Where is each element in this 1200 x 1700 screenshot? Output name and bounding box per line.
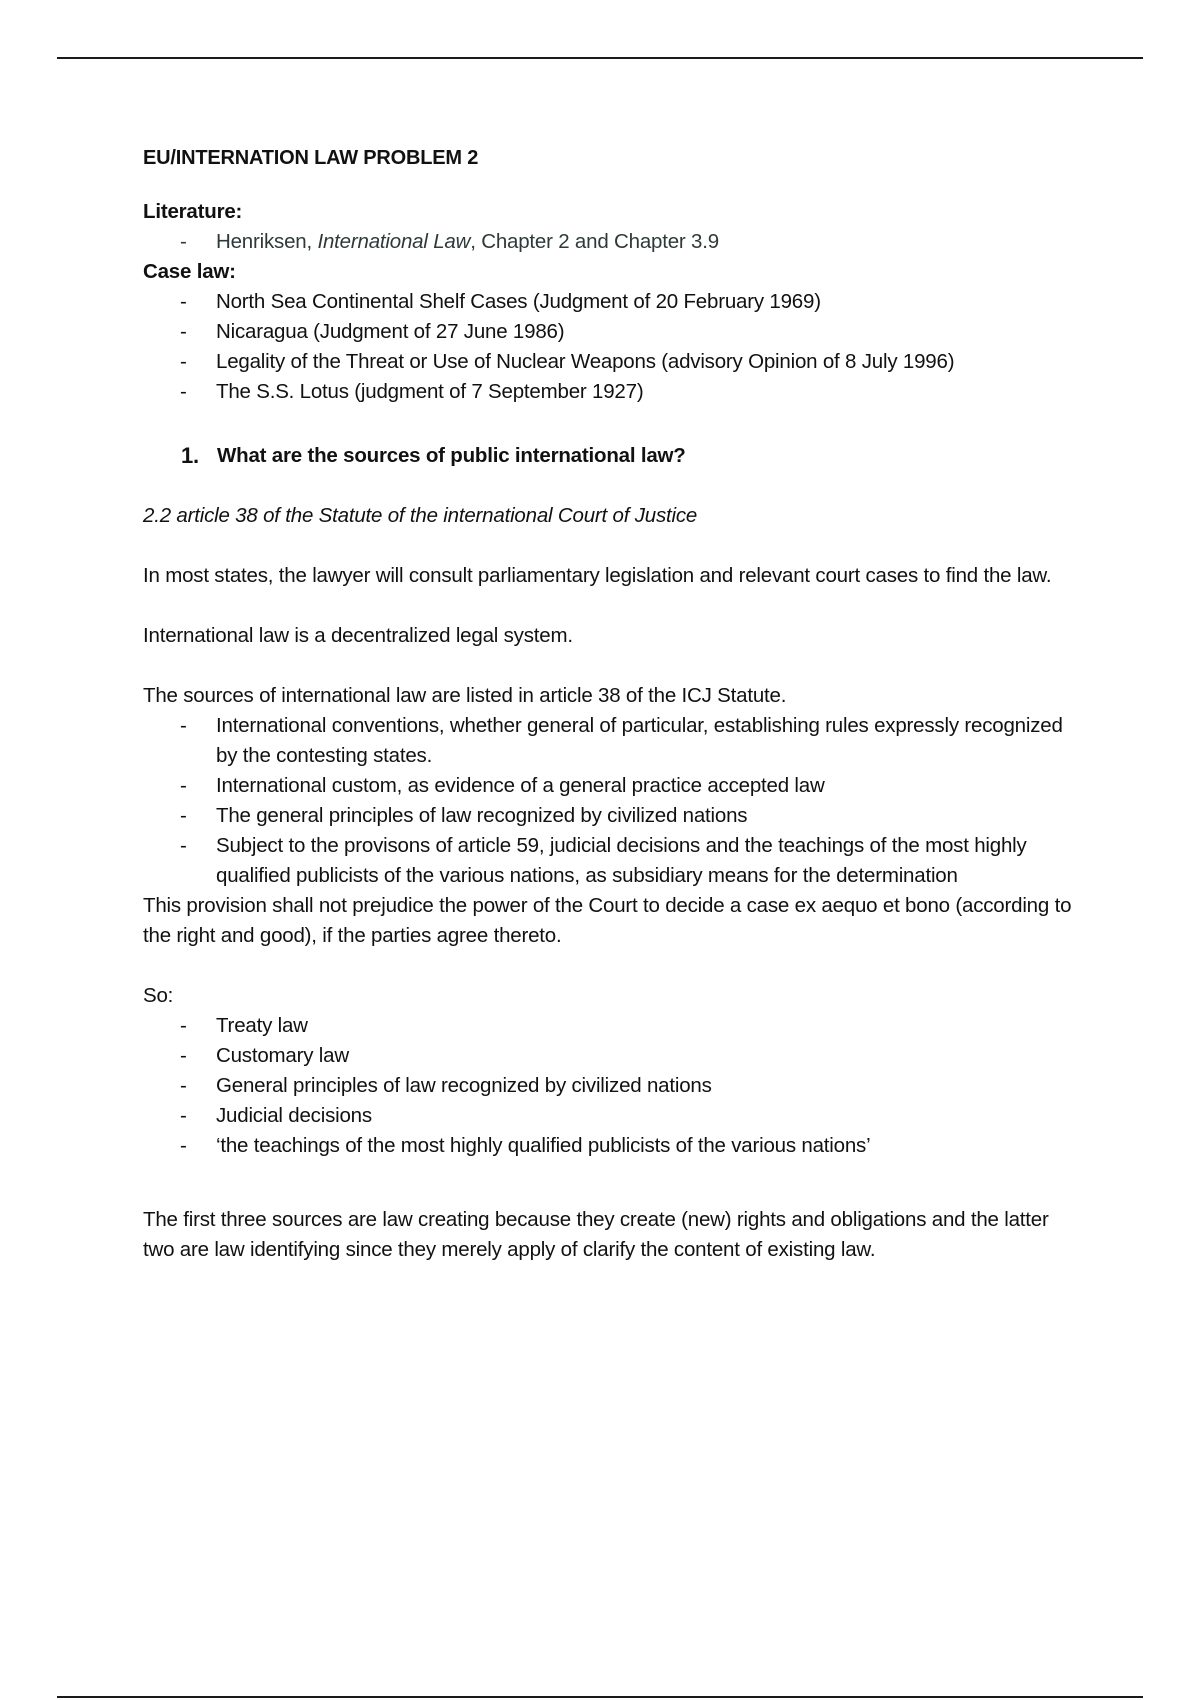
- case-law-item: - Nicaragua (Judgment of 27 June 1986): [216, 317, 1073, 347]
- bottom-rule: [57, 1696, 1143, 1698]
- source-item: - International custom, as evidence of a general practice accepted law: [216, 771, 1073, 801]
- section-title: 2.2 article 38 of the Statute of the international Court of Justice: [143, 504, 698, 527]
- summary-item: - General principles of law recognized by civilized nations: [216, 1071, 1073, 1101]
- document-page: [143, 143, 1073, 1265]
- paragraph-ex-aequo: This provision shall not prejudice the power of the Court to decide a case ex aequo et bono (according to the right and good), if the parties agree thereto.: [143, 894, 1072, 947]
- paragraph-law-creating: The first three sources are law creating because they create (new) rights and obligations and the latter two are law identifying since they merely apply of clarify the content of existing law.: [143, 1208, 1049, 1261]
- case-law-item: - Legality of the Threat or Use of Nuclear Weapons (advisory Opinion of 8 July 1996): [216, 347, 1073, 377]
- top-rule: [57, 57, 1143, 59]
- summary-list: [143, 1011, 1073, 1161]
- summary-item: - Treaty law: [216, 1011, 1073, 1041]
- source-item: - Subject to the provisons of article 59, judicial decisions and the teachings of the most highly qualified publicists of the various nations, as subsidiary means for the determination: [216, 831, 1073, 891]
- summary-item: - Judicial decisions: [216, 1101, 1073, 1131]
- paragraph-lawyer: In most states, the lawyer will consult parliamentary legislation and relevant court cases to find the law.: [143, 564, 1052, 587]
- case-law-item: - The S.S. Lotus (judgment of 7 September 1927): [216, 377, 1073, 407]
- literature-chapters: , Chapter 2 and Chapter 3.9: [470, 230, 719, 253]
- question-text: What are the sources of public international law?: [217, 444, 686, 467]
- question-heading: [143, 441, 1073, 471]
- question-number: 1.: [181, 443, 199, 468]
- literature-book: International Law: [317, 230, 471, 253]
- so-label: So:: [143, 984, 174, 1007]
- summary-item: - ‘the teachings of the most highly qualified publicists of the various nations’: [216, 1131, 1073, 1161]
- literature-list: [143, 227, 1073, 257]
- literature-author: Henriksen,: [216, 230, 318, 253]
- case-law-list: [143, 287, 1073, 407]
- paragraph-decentralized: International law is a decentralized legal system.: [143, 624, 573, 647]
- sources-list: [143, 711, 1073, 891]
- literature-heading: Literature:: [143, 200, 243, 223]
- spacer: [143, 1161, 1073, 1205]
- source-item: - The general principles of law recognized by civilized nations: [216, 801, 1073, 831]
- case-law-heading: Case law:: [143, 260, 236, 283]
- document-title: EU/INTERNATION LAW PROBLEM 2: [143, 147, 479, 169]
- case-law-item: - North Sea Continental Shelf Cases (Judgment of 20 February 1969): [216, 287, 1073, 317]
- paragraph-sources-intro: The sources of international law are listed in article 38 of the ICJ Statute.: [143, 684, 787, 707]
- summary-item: - Customary law: [216, 1041, 1073, 1071]
- literature-item: [216, 227, 1073, 257]
- source-item: - International conventions, whether general of particular, establishing rules expressly recognized by the contesting states.: [216, 711, 1073, 771]
